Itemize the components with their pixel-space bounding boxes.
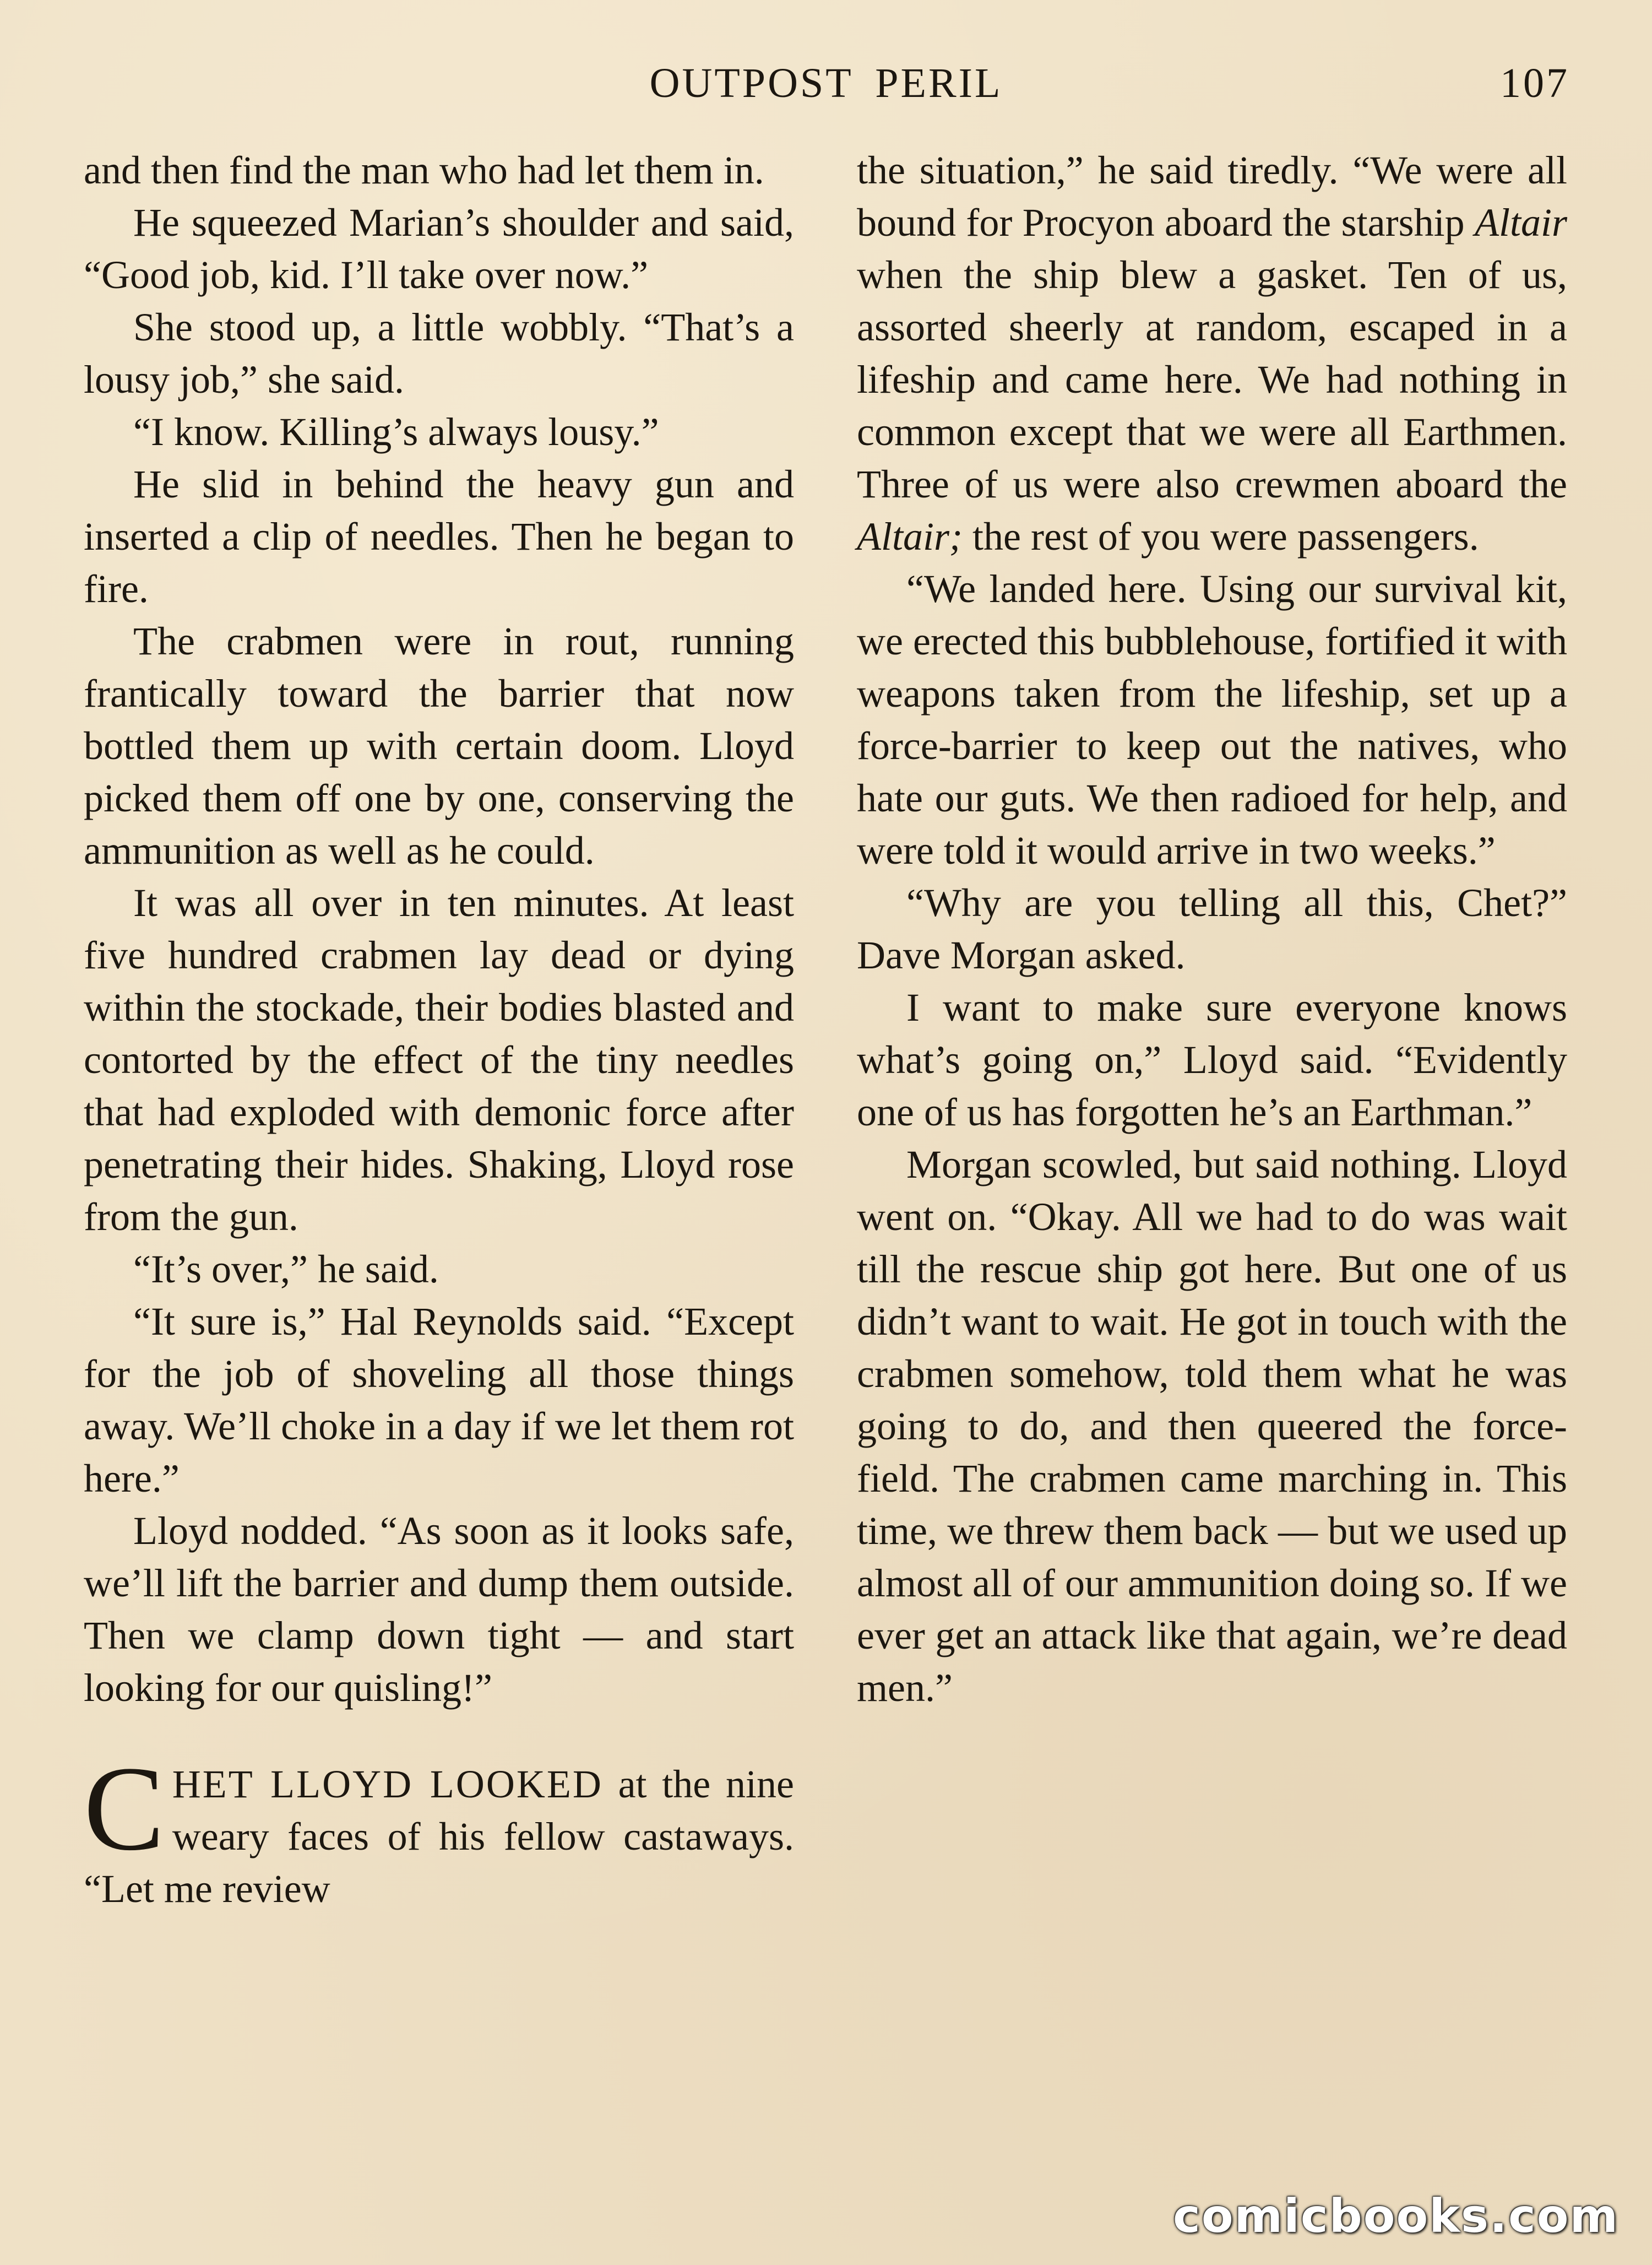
paragraph: The crabmen were in rout, running frantically toward the barrier that now bottled them up with certain doom. Lloyd picked them off one by one, conserving the ammunition as well as he could. <box>84 619 794 873</box>
paragraph: Lloyd nodded. “As soon as it looks safe, we’ll lift the barrier and dump them outside. Then we clamp down tight — and start looking for our quisling!” <box>84 1509 794 1710</box>
paragraph <box>857 144 1567 563</box>
ship-name: Altair <box>1474 201 1567 245</box>
section-opening-paragraph <box>84 1741 794 1915</box>
paragraph: It was all over in ten minutes. At least five hundred crabmen lay dead or dying within the stockade, their bodies blasted and contorted by the effect of the tiny needles that had exploded with demonic force after penetrating their hides. Shaking, Lloyd rose from the gun. <box>84 881 794 1239</box>
paragraph: “We landed here. Using our survival kit, we erected this bubblehouse, fortified it with weapons taken from the lifeship, set up a force-barrier to keep out the natives, who hate our guts. We then radioed for help, and were told it would arrive in two weeks.” <box>857 567 1567 873</box>
watermark: comicbooks.com <box>1173 2189 1619 2243</box>
left-column <box>84 144 794 1915</box>
paragraph-text: the rest of you were passengers. <box>963 514 1479 559</box>
paragraph: She stood up, a little wobbly. “That’s a lousy job,” she said. <box>84 305 794 402</box>
paragraph: “I know. Killing’s always lousy.” <box>133 410 659 454</box>
page-header <box>0 59 1652 115</box>
paragraph: Morgan scowled, but said nothing. Lloyd went on. “Okay. All we had to do was wait till the rescue ship got here. But one of us didn’t want to wait. He got in touch with the crabmen somehow, told them what he was going to do, and then queered the force-field. The crabmen came marching in. This time, we threw them back — but we used up almost all of our ammunition doing so. If we ever get an attack like that again, we’re dead men.” <box>857 1142 1567 1710</box>
section-lead-text: at the nine weary faces of his fellow castaways. “Let me review <box>84 1762 794 1911</box>
section-lead-caps: HET LLOYD LOOKED <box>172 1762 603 1806</box>
drop-cap: C <box>84 1741 165 1876</box>
paragraph: “It sure is,” Hal Reynolds said. “Except for the job of shoveling all those things away. We’ll choke in a day if we let them rot here.” <box>84 1299 794 1500</box>
page-number: 107 <box>1500 60 1569 106</box>
running-title: OUTPOST PERIL <box>649 60 1003 106</box>
paragraph: He slid in behind the heavy gun and inserted a clip of needles. Then he began to fire. <box>84 462 794 611</box>
paragraph: “It’s over,” he said. <box>133 1247 439 1291</box>
paragraph: I want to make sure everyone knows what’s going on,” Lloyd said. “Evidently one of us has forgotten he’s an Earthman.” <box>857 985 1567 1134</box>
paragraph: “Why are you telling all this, Chet?” Dave Morgan asked. <box>857 881 1567 977</box>
paragraph-text: the situation,” he said tiredly. “We were all bound for Procyon aboard the starship <box>857 148 1567 245</box>
ship-name: Altair; <box>857 514 963 559</box>
paragraph: He squeezed Marian’s shoulder and said, “Good job, kid. I’ll take over now.” <box>84 201 794 297</box>
paragraph: and then find the man who had let them in. <box>84 148 764 192</box>
right-column <box>857 144 1567 1714</box>
paragraph-text: when the ship blew a gasket. Ten of us, assorted sheerly at random, escaped in a lifeship and came here. We had nothing in common except that we were all Earthmen. Three of us were also crewmen aboard the <box>857 253 1567 506</box>
